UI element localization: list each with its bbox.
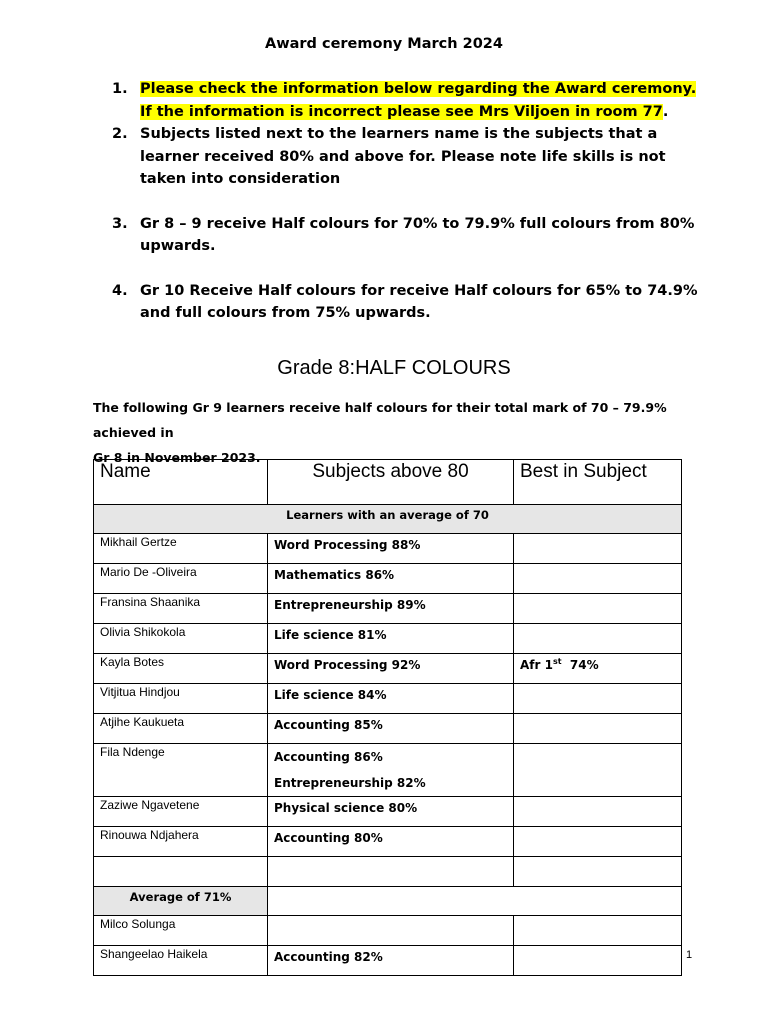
table-row: [94, 564, 682, 594]
table-row: [94, 714, 682, 744]
subjects-cell: [268, 744, 514, 797]
subjects-cell: [268, 654, 514, 684]
best-in-subject-cell: [514, 744, 682, 797]
subject-entry: Word Processing 88%: [274, 538, 421, 552]
subject-entry: Entrepreneurship 82%: [274, 776, 426, 790]
table-row: [94, 946, 682, 976]
ordinal-suffix: st: [552, 657, 562, 666]
subjects-cell: [268, 564, 514, 594]
highlighted-instruction: Please check the information below regarding the Award ceremony. If the information is incorrect please see Mrs Viljoen in room 77: [140, 81, 697, 120]
subjects-cell: [268, 534, 514, 564]
learner-name: Milco Solunga: [94, 916, 268, 946]
intro-line: The following Gr 9 learners receive half colours for their total mark of 70 – 79.9% achieved in: [93, 400, 667, 440]
subject-entry: Accounting 82%: [274, 950, 383, 964]
column-header-best: Best in Subject: [514, 460, 682, 505]
best-subject-text: Afr 1: [520, 658, 553, 672]
best-in-subject-cell: [514, 827, 682, 857]
empty-cell: [268, 887, 682, 916]
page-number: 1: [686, 949, 693, 961]
learner-name: Mikhail Gertze: [94, 534, 268, 564]
best-in-subject-cell: [514, 684, 682, 714]
instruction-item-1: [112, 78, 712, 123]
subject-entry: Accounting 86%: [274, 750, 383, 764]
awards-table: [93, 459, 682, 976]
group-label: Learners with an average of 70: [94, 505, 682, 534]
instruction-item-4: [112, 280, 712, 325]
best-in-subject-cell: [514, 594, 682, 624]
subject-entry: Accounting 85%: [274, 718, 383, 732]
subject-entry: Mathematics 86%: [274, 568, 395, 582]
subject-entry: Physical science 80%: [274, 801, 418, 815]
best-in-subject-cell: [514, 916, 682, 946]
table-row: [94, 916, 682, 946]
group-row: [94, 887, 682, 916]
instruction-text: Subjects listed next to the learners name is the subjects that a learner received 80% and above for. Please note life skills is not taken into consideration: [140, 126, 666, 187]
column-header-name: Name: [94, 460, 268, 505]
section-heading: Grade 8:HALF COLOURS: [277, 357, 511, 379]
subjects-cell: [268, 827, 514, 857]
instruction-text: Gr 8 – 9 receive Half colours for 70% to 79.9% full colours from 80% upwards.: [140, 215, 695, 254]
item-number: 2.: [112, 126, 128, 142]
column-header-subjects: Subjects above 80: [268, 460, 514, 505]
table-row: [94, 797, 682, 827]
item-number: 4.: [112, 282, 128, 299]
learner-name: Atjihe Kaukueta: [94, 714, 268, 744]
table-row: [94, 654, 682, 684]
learner-name: [94, 857, 268, 887]
table-row: [94, 534, 682, 564]
subjects-cell: [268, 916, 514, 946]
best-in-subject-cell: [514, 857, 682, 887]
subject-entry: Word Processing 92%: [274, 658, 421, 672]
subjects-cell: [268, 594, 514, 624]
intro-line: Gr 8 in November 2023.: [93, 450, 261, 465]
table-row: [94, 684, 682, 714]
subjects-cell: [268, 946, 514, 976]
best-in-subject-cell: [514, 654, 682, 684]
instruction-text: Gr 10 Receive Half colours for receive Half colours for 65% to 74.9% and full colours from 75% upwards.: [140, 282, 698, 321]
document-title: Award ceremony March 2024: [265, 36, 503, 52]
subjects-cell: [268, 857, 514, 887]
subjects-cell: [268, 714, 514, 744]
learner-name: Olivia Shikokola: [94, 624, 268, 654]
best-subject-mark: 74%: [561, 658, 599, 672]
best-in-subject-cell: [514, 797, 682, 827]
best-in-subject-cell: [514, 624, 682, 654]
table-row: [94, 624, 682, 654]
best-in-subject-cell: [514, 946, 682, 976]
best-in-subject-cell: [514, 564, 682, 594]
subjects-cell: [268, 797, 514, 827]
item-number: 3.: [112, 215, 128, 232]
group-row: [94, 505, 682, 534]
group-label: Average of 71%: [94, 887, 268, 916]
learner-name: Zaziwe Ngavetene: [94, 797, 268, 827]
subject-entry: Accounting 80%: [274, 831, 383, 845]
instruction-item-3: [112, 213, 712, 258]
subject-entry: Life science 81%: [274, 628, 387, 642]
best-in-subject-cell: [514, 534, 682, 564]
best-in-subject-cell: [514, 714, 682, 744]
learner-name: Kayla Botes: [94, 654, 268, 684]
table-row: [94, 744, 682, 797]
learner-name: Fila Ndenge: [94, 744, 268, 797]
learner-name: Shangeelao Haikela: [94, 946, 268, 976]
learner-name: Vitjitua Hindjou: [94, 684, 268, 714]
table-header-row: [94, 460, 682, 505]
table-row: [94, 594, 682, 624]
instruction-item-2: [112, 123, 712, 191]
subjects-cell: [268, 684, 514, 714]
learner-name: Fransina Shaanika: [94, 594, 268, 624]
table-row: [94, 857, 682, 887]
table-row: [94, 827, 682, 857]
instruction-suffix: .: [662, 103, 669, 120]
item-number: 1.: [112, 81, 128, 97]
instruction-list: [112, 78, 712, 325]
subject-entry: Life science 84%: [274, 688, 387, 702]
learner-name: Mario De -Oliveira: [94, 564, 268, 594]
subject-entry: Entrepreneurship 89%: [274, 598, 426, 612]
learner-name: Rinouwa Ndjahera: [94, 827, 268, 857]
subjects-cell: [268, 624, 514, 654]
